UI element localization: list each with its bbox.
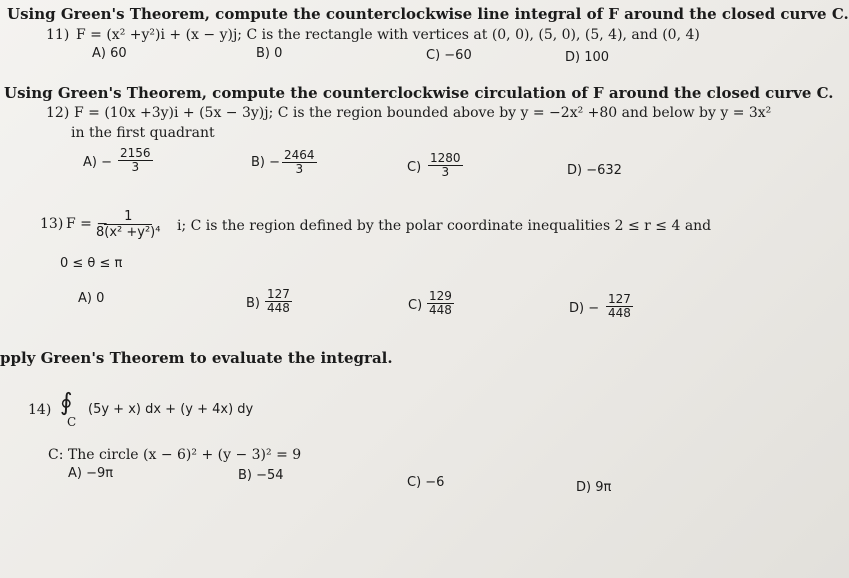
- q12-statement: F = (10x +3y)i + (5x − 3y)j; C is the region bounded above by y = −2x² +80 and below by y = 3x²: [74, 105, 772, 121]
- q13-statement: i; C is the region defined by the polar coordinate inequalities 2 ≤ r ≤ 4 and: [177, 218, 712, 234]
- q12-choice-b-fraction: [282, 149, 317, 176]
- q13-f-num: 1: [104, 209, 152, 225]
- q11-statement: F = (x² +y²)i + (x − y)j; C is the rectangle with vertices at (0, 0), (5, 0), (5, 4), and (0, 4): [76, 27, 700, 43]
- section1-heading: Using Green's Theorem, compute the counterclockwise line integral of F around the closed curve C.: [7, 5, 849, 23]
- q13-statement-cont: 0 ≤ θ ≤ π: [60, 256, 123, 271]
- q13-choice-b-den: 448: [267, 301, 290, 315]
- q13-choice-c-num: 129: [429, 289, 452, 303]
- contour-integral-icon: ∮: [60, 388, 73, 416]
- q12-choice-d: D) −632: [567, 163, 622, 178]
- q12-choice-c-prefix: C): [407, 160, 422, 175]
- q13-choice-a: A) 0: [78, 291, 105, 306]
- q12-choice-a-fraction: [118, 147, 153, 174]
- q12-choice-c-num: 1280: [430, 151, 461, 165]
- q13-f-den: 8(x² +y²)⁴: [96, 225, 161, 240]
- q12-statement-cont: in the first quadrant: [71, 125, 215, 141]
- q12-choice-c-den: 3: [441, 165, 450, 179]
- q11-choice-c: C) −60: [426, 48, 472, 63]
- q13-choice-d-den: 448: [608, 306, 631, 320]
- q14-choice-c: C) −6: [407, 475, 445, 490]
- q14-number: 14): [28, 402, 52, 418]
- q12-choice-a-den: 3: [131, 160, 140, 174]
- q11-number: 11): [46, 27, 70, 43]
- q13-choice-d-prefix: D) −: [569, 301, 600, 316]
- q14-choice-d: D) 9π: [576, 480, 612, 495]
- q13-choice-b-prefix: B): [246, 296, 260, 311]
- q12-number: 12): [46, 105, 70, 121]
- q12-choice-b-prefix: B) −: [251, 155, 281, 170]
- q13-f-prefix: F = −: [66, 216, 109, 232]
- q13-choice-b-num: 127: [267, 287, 290, 301]
- q14-choice-b: B) −54: [238, 468, 284, 483]
- q12-choice-b-den: 3: [295, 162, 304, 176]
- q11-choice-a: A) 60: [92, 46, 127, 61]
- q14-integral-sub: C: [67, 415, 77, 429]
- q11-choice-d: D) 100: [565, 50, 610, 65]
- section3-heading: pply Green's Theorem to evaluate the integral.: [0, 349, 393, 367]
- q13-choice-b-fraction: [265, 288, 292, 315]
- q13-f-fraction: [94, 209, 162, 240]
- q11-choice-b: B) 0: [256, 46, 283, 61]
- q12-choice-a-num: 2156: [120, 146, 151, 160]
- q12-choice-c-fraction: [428, 152, 463, 179]
- q14-choice-a: A) −9π: [68, 466, 114, 481]
- q12-choice-a-prefix: A) −: [83, 155, 112, 170]
- q13-number: 13): [40, 216, 64, 232]
- q13-choice-c-prefix: C): [408, 298, 423, 313]
- q13-choice-c-den: 448: [429, 303, 452, 317]
- q12-choice-b-num: 2464: [284, 148, 315, 162]
- q13-choice-d-fraction: [606, 293, 633, 320]
- q13-choice-c-fraction: [427, 290, 454, 317]
- q14-integrand: (5y + x) dx + (y + 4x) dy: [88, 402, 254, 417]
- q13-choice-d-num: 127: [608, 292, 631, 306]
- section2-heading: Using Green's Theorem, compute the counterclockwise circulation of F around the closed curve C.: [4, 84, 834, 102]
- q14-curve: C: The circle (x − 6)² + (y − 3)² = 9: [48, 447, 302, 463]
